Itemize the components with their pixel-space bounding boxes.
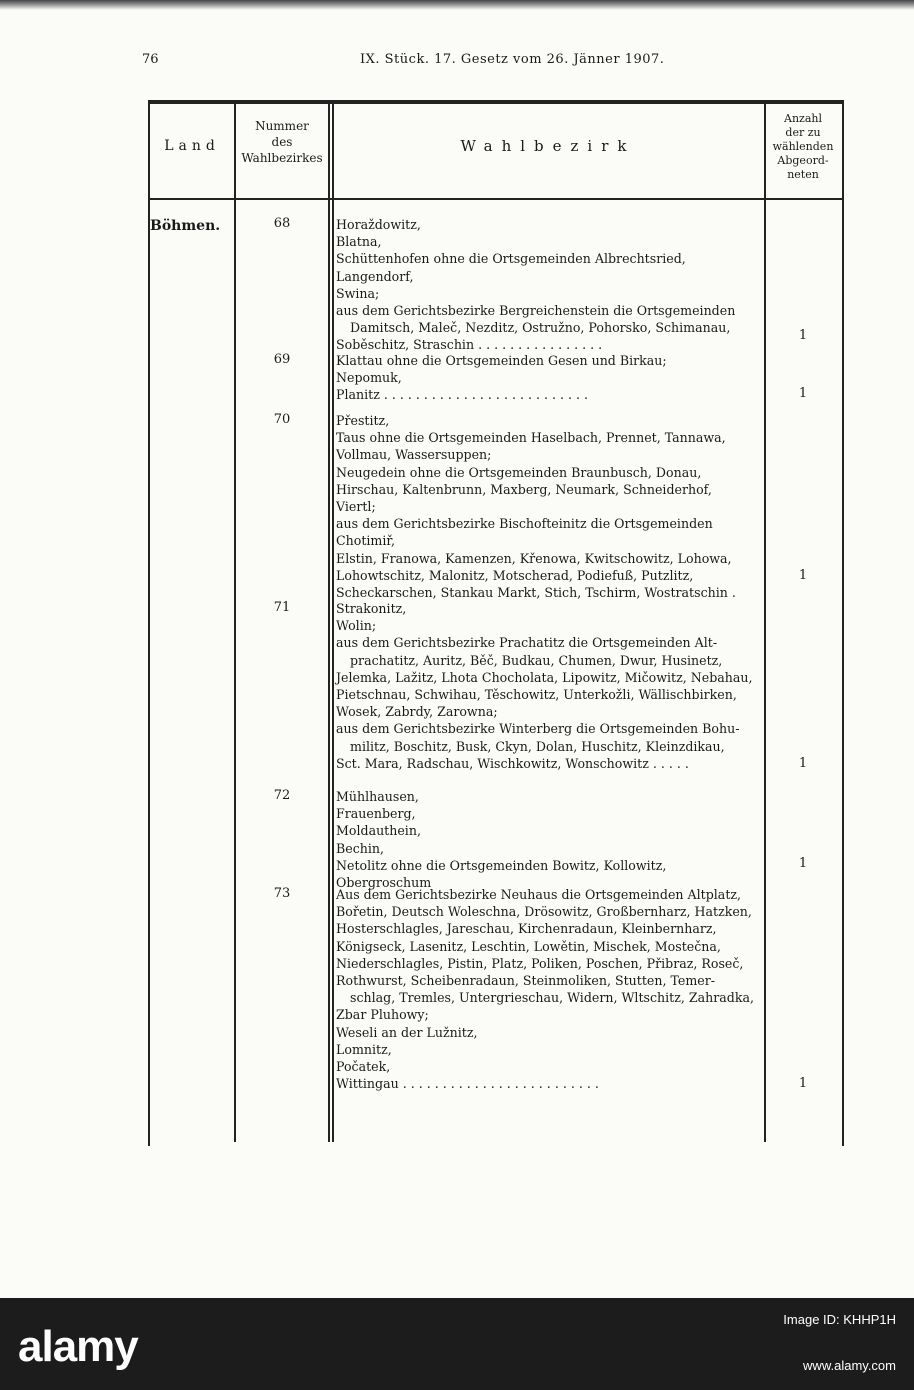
alamy-logo: alamy	[18, 1322, 138, 1371]
district-line: Pietschnau, Schwihau, Těschowitz, Unterkožli, Wällischbirken,	[336, 687, 737, 703]
district-description	[336, 600, 760, 772]
district-line: Vollmau, Wassersuppen;	[336, 447, 492, 463]
district-line: Wolin;	[336, 618, 377, 634]
header-rule	[148, 198, 842, 200]
header-nummer: Nummer des Wahlbezirkes	[241, 119, 323, 165]
district-description	[336, 352, 760, 404]
running-head: IX. Stück. 17. Gesetz vom 26. Jänner 1907.	[360, 52, 665, 67]
district-number: 69	[273, 352, 291, 367]
district-line: Sct. Mara, Radschau, Wischkowitz, Wonschowitz . . . . .	[336, 755, 689, 771]
district-line: Moldauthein,	[336, 823, 421, 839]
district-line: Viertl;	[336, 499, 376, 515]
district-line: Elstin, Franowa, Kamenzen, Křenowa, Kwitschowitz, Lohowa,	[336, 550, 732, 566]
district-line: aus dem Gerichtsbezirke Prachatitz die Ortsgemeinden Alt-	[336, 635, 718, 651]
delegate-count: 1	[798, 756, 808, 771]
district-line: Soběschitz, Straschin . . . . . . . . . . . . . . . .	[336, 337, 603, 353]
district-line: Königseck, Lasenitz, Leschtin, Lowětin, Mischek, Mostečna,	[336, 938, 721, 954]
district-line: aus dem Gerichtsbezirke Bischofteinitz die Ortsgemeinden Chotimiř,	[336, 516, 713, 549]
page-number: 76	[142, 52, 159, 67]
district-description	[336, 412, 760, 601]
district-line: Taus ohne die Ortsgemeinden Haselbach, Prennet, Tannawa,	[336, 430, 726, 446]
district-line: Lomnitz,	[336, 1041, 392, 1057]
district-line: schlag, Tremles, Untergrieschau, Widern, Wltschitz, Zahradka,	[350, 990, 754, 1006]
column-divider	[764, 100, 766, 1142]
column-divider	[332, 100, 334, 1142]
district-description	[336, 788, 760, 891]
district-number: 70	[273, 412, 291, 427]
district-line: Aus dem Gerichtsbezirke Neuhaus die Ortsgemeinden Altplatz,	[336, 887, 742, 902]
district-line: Blatna,	[336, 234, 382, 250]
district-line: Rothwurst, Scheibenradaun, Steinmoliken, Stutten, Temer-	[336, 973, 715, 989]
district-line: Schüttenhofen ohne die Ortsgemeinden Albrechtsried, Langendorf,	[336, 251, 686, 284]
district-line: Hosterschlagles, Jareschau, Kirchenradaun, Kleinbernharz,	[336, 921, 717, 937]
header-wahlbezirk: Wahlbezirk	[460, 137, 636, 155]
delegate-count: 1	[798, 1076, 808, 1091]
column-divider	[234, 100, 236, 1142]
district-number: 68	[273, 216, 291, 231]
delegate-count: 1	[798, 568, 808, 583]
header-anzahl: Anzahl der zu wählenden Abgeord- neten	[772, 112, 834, 181]
site-url: www.alamy.com	[803, 1358, 896, 1373]
district-line: Neugedein ohne die Ortsgemeinden Braunbusch, Donau,	[336, 464, 702, 480]
header-land: Land	[164, 138, 220, 154]
district-line: Wosek, Zabrdy, Zarowna;	[336, 704, 498, 720]
delegate-count: 1	[798, 328, 808, 343]
column-divider	[328, 100, 330, 1142]
district-description	[336, 216, 760, 354]
district-line: Horaždowitz,	[336, 217, 421, 232]
scan-edge	[0, 0, 914, 10]
delegate-count: 1	[798, 856, 808, 871]
district-line: Niederschlagles, Pistin, Platz, Poliken, Poschen, Přibraz, Roseč,	[336, 955, 744, 971]
district-number: 72	[273, 788, 291, 803]
district-line: aus dem Gerichtsbezirke Bergreichenstein die Ortsgemeinden	[336, 303, 736, 319]
district-line: Scheckarschen, Stankau Markt, Stich, Tschirm, Wostratschin .	[336, 585, 736, 601]
district-number: 71	[273, 600, 291, 615]
district-line: Zbar Pluhowy;	[336, 1007, 429, 1023]
district-line: Frauenberg,	[336, 806, 416, 822]
district-line: Hirschau, Kaltenbrunn, Maxberg, Neumark, Schneiderhof,	[336, 481, 712, 497]
district-number: 73	[273, 886, 291, 901]
district-line: Mühlhausen,	[336, 789, 419, 804]
district-line: Swina;	[336, 285, 380, 301]
district-line: Bechin,	[336, 840, 385, 856]
district-line: Netolitz ohne die Ortsgemeinden Bowitz, Kollowitz, Obergroschum	[336, 857, 667, 891]
district-line: Strakonitz,	[336, 601, 407, 616]
delegate-count: 1	[798, 386, 808, 401]
district-line: Počatek,	[336, 1059, 391, 1075]
land-boehmen: Böhmen.	[150, 218, 221, 234]
district-line: aus dem Gerichtsbezirke Winterberg die Ortsgemeinden Bohu-	[336, 721, 740, 737]
district-line: militz, Boschitz, Busk, Ckyn, Dolan, Huschitz, Kleinzdikau,	[350, 738, 725, 754]
district-line: Jelemka, Lažitz, Lhota Chocholata, Lipowitz, Mičowitz, Nebahau,	[336, 669, 753, 685]
district-description	[336, 886, 760, 1092]
district-line: Přestitz,	[336, 413, 390, 428]
district-line: Weseli an der Lužnitz,	[336, 1024, 478, 1040]
district-line: Damitsch, Maleč, Nezditz, Ostružno, Pohorsko, Schimanau,	[350, 320, 731, 336]
district-line: Wittingau . . . . . . . . . . . . . . . . . . . . . . . . .	[336, 1076, 599, 1092]
image-id: Image ID: KHHP1H	[783, 1312, 896, 1327]
district-line: Nepomuk,	[336, 370, 402, 386]
district-line: Bořetin, Deutsch Woleschna, Drösowitz, Großbernharz, Hatzken,	[336, 904, 752, 920]
district-line: prachatitz, Auritz, Běč, Budkau, Chumen, Dwur, Husinetz,	[350, 652, 723, 668]
district-line: Planitz . . . . . . . . . . . . . . . . . . . . . . . . . .	[336, 387, 589, 403]
district-line: Lohowtschitz, Malonitz, Motscherad, Podiefuß, Putzlitz,	[336, 567, 694, 583]
district-line: Klattau ohne die Ortsgemeinden Gesen und Birkau;	[336, 353, 667, 368]
